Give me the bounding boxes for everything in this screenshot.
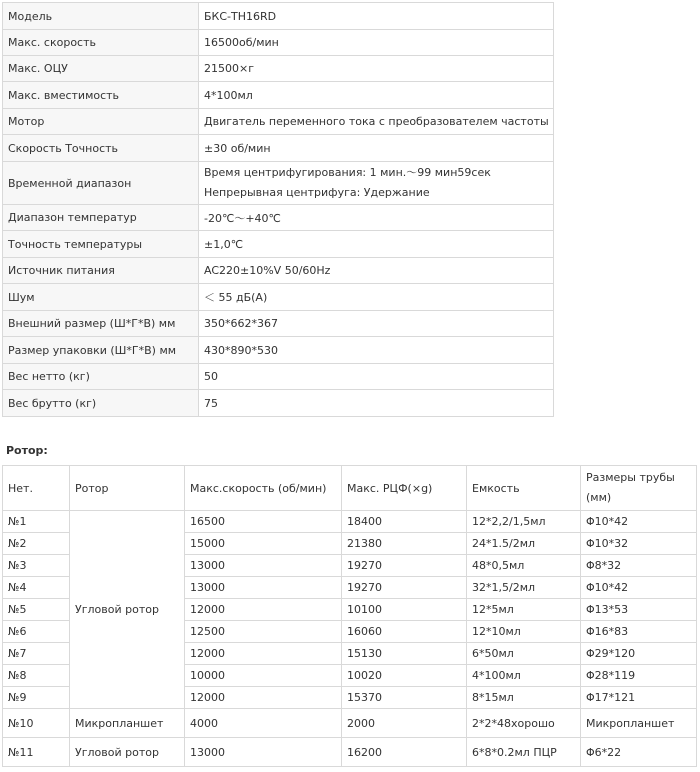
rotor-speed: 4000 [185,709,342,738]
spec-value-line: Время центрифугирования: 1 мин.～99 мин59сек [204,166,491,179]
spec-label: Мотор [3,109,199,135]
rotor-capacity: 12*2,2/1,5мл [467,511,581,533]
spec-row [3,82,554,109]
rotor-rcf: 10100 [342,599,467,621]
spec-row [3,162,554,205]
spec-label: Скорость Точность [3,135,199,162]
rotor-speed: 12500 [185,621,342,643]
spec-label: Точность температуры [3,231,199,258]
spec-value: -20℃～+40℃ [199,205,554,231]
rotor-header-row [3,466,697,511]
rotor-header-cell: Макс. РЦФ(×g) [342,466,467,511]
rotor-speed: 15000 [185,533,342,555]
spec-value: ＜ 55 дБ(A) [199,284,554,311]
spec-row [3,337,554,364]
rotor-row [3,738,697,767]
rotor-group-label: Угловой ротор [70,511,185,709]
rotor-no: №9 [3,687,70,709]
rotor-capacity: 6*50мл [467,643,581,665]
spec-label: Внешний размер (Ш*Г*В) мм [3,311,199,337]
spec-label: Макс. ОЦУ [3,56,199,82]
rotor-no: №2 [3,533,70,555]
spec-label: Макс. скорость [3,30,199,56]
rotor-capacity: 24*1.5/2мл [467,533,581,555]
spec-row [3,56,554,82]
rotor-capacity: 8*15мл [467,687,581,709]
spec-value: AC220±10%V 50/60Hz [199,258,554,284]
rotor-speed: 13000 [185,577,342,599]
rotor-capacity: 4*100мл [467,665,581,687]
rotor-no: №6 [3,621,70,643]
spec-row [3,364,554,390]
rotor-rotor: Микропланшет [70,709,185,738]
spec-value [199,162,554,205]
rotor-capacity: 48*0,5мл [467,555,581,577]
spec-label: Вес нетто (кг) [3,364,199,390]
rotor-speed: 12000 [185,599,342,621]
rotor-rcf: 18400 [342,511,467,533]
rotor-rcf: 16200 [342,738,467,767]
rotor-tube-size: Φ16*83 [581,621,697,643]
spec-label: Диапазон температур [3,205,199,231]
rotor-rcf: 2000 [342,709,467,738]
rotor-tube-size: Φ10*32 [581,533,697,555]
spec-label: Размер упаковки (Ш*Г*В) мм [3,337,199,364]
spec-value: 4*100мл [199,82,554,109]
rotor-no: №11 [3,738,70,767]
spec-row [3,135,554,162]
rotor-capacity: 12*10мл [467,621,581,643]
rotor-rcf: 15130 [342,643,467,665]
rotor-speed: 12000 [185,687,342,709]
rotor-speed: 12000 [185,643,342,665]
spec-label: Вес брутто (кг) [3,390,199,417]
spec-row [3,311,554,337]
rotor-rcf: 19270 [342,555,467,577]
rotor-rcf: 16060 [342,621,467,643]
spec-row [3,390,554,417]
spec-row [3,3,554,30]
spec-value: БКС-TH16RD [199,3,554,30]
rotor-tube-size: Φ10*42 [581,511,697,533]
rotor-header-cell: Макс.скорость (об/мин) [185,466,342,511]
spec-label: Источник питания [3,258,199,284]
rotor-row [3,511,697,533]
spec-row [3,205,554,231]
spec-value: Двигатель переменного тока с преобразователем частоты [199,109,554,135]
rotor-speed: 13000 [185,738,342,767]
rotor-tube-size: Φ10*42 [581,577,697,599]
rotor-no: №5 [3,599,70,621]
rotor-tube-size: Φ13*53 [581,599,697,621]
rotor-row [3,709,697,738]
spec-value: 21500×г [199,56,554,82]
rotor-rotor: Угловой ротор [70,738,185,767]
spec-value: 350*662*367 [199,311,554,337]
spec-value-line: Непрерывная центрифуга: Удержание [204,186,430,199]
spec-row [3,284,554,311]
spec-label: Шум [3,284,199,311]
rotor-tube-size: Φ29*120 [581,643,697,665]
rotor-rcf: 10020 [342,665,467,687]
rotor-header-cell: Размеры трубы (мм) [581,466,697,511]
rotor-tube-size: Φ28*119 [581,665,697,687]
rotor-header-cell: Ротор [70,466,185,511]
spec-value: 16500об/мин [199,30,554,56]
spec-label: Временной диапазон [3,162,199,205]
rotor-tube-size: Φ8*32 [581,555,697,577]
rotor-table [2,465,697,767]
spec-value: 50 [199,364,554,390]
spec-value: 75 [199,390,554,417]
rotor-cap: 2*2*48хорошо [467,709,581,738]
spec-table [2,2,554,417]
spec-label: Макс. вместимость [3,82,199,109]
rotor-tube-size: Φ17*121 [581,687,697,709]
spec-row [3,109,554,135]
rotor-rcf: 19270 [342,577,467,599]
spec-value: 430*890*530 [199,337,554,364]
spec-value: ±1,0℃ [199,231,554,258]
rotor-rcf: 21380 [342,533,467,555]
rotor-speed: 10000 [185,665,342,687]
rotor-no: №7 [3,643,70,665]
rotor-no: №8 [3,665,70,687]
rotor-rcf: 15370 [342,687,467,709]
rotor-capacity: 12*5мл [467,599,581,621]
rotor-speed: 16500 [185,511,342,533]
rotor-capacity: 32*1,5/2мл [467,577,581,599]
rotor-no: №1 [3,511,70,533]
rotor-cap: 6*8*0.2мл ПЦР [467,738,581,767]
rotor-no: №3 [3,555,70,577]
rotor-header-cell: Емкость [467,466,581,511]
rotor-size: Микропланшет [581,709,697,738]
rotor-speed: 13000 [185,555,342,577]
rotor-header-cell: Нет. [3,466,70,511]
rotor-no: №4 [3,577,70,599]
spec-row [3,231,554,258]
spec-row [3,258,554,284]
rotor-no: №10 [3,709,70,738]
rotor-size: Φ6*22 [581,738,697,767]
spec-row [3,30,554,56]
spec-value: ±30 об/мин [199,135,554,162]
spec-label: Модель [3,3,199,30]
rotor-heading: Ротор: [6,444,48,457]
